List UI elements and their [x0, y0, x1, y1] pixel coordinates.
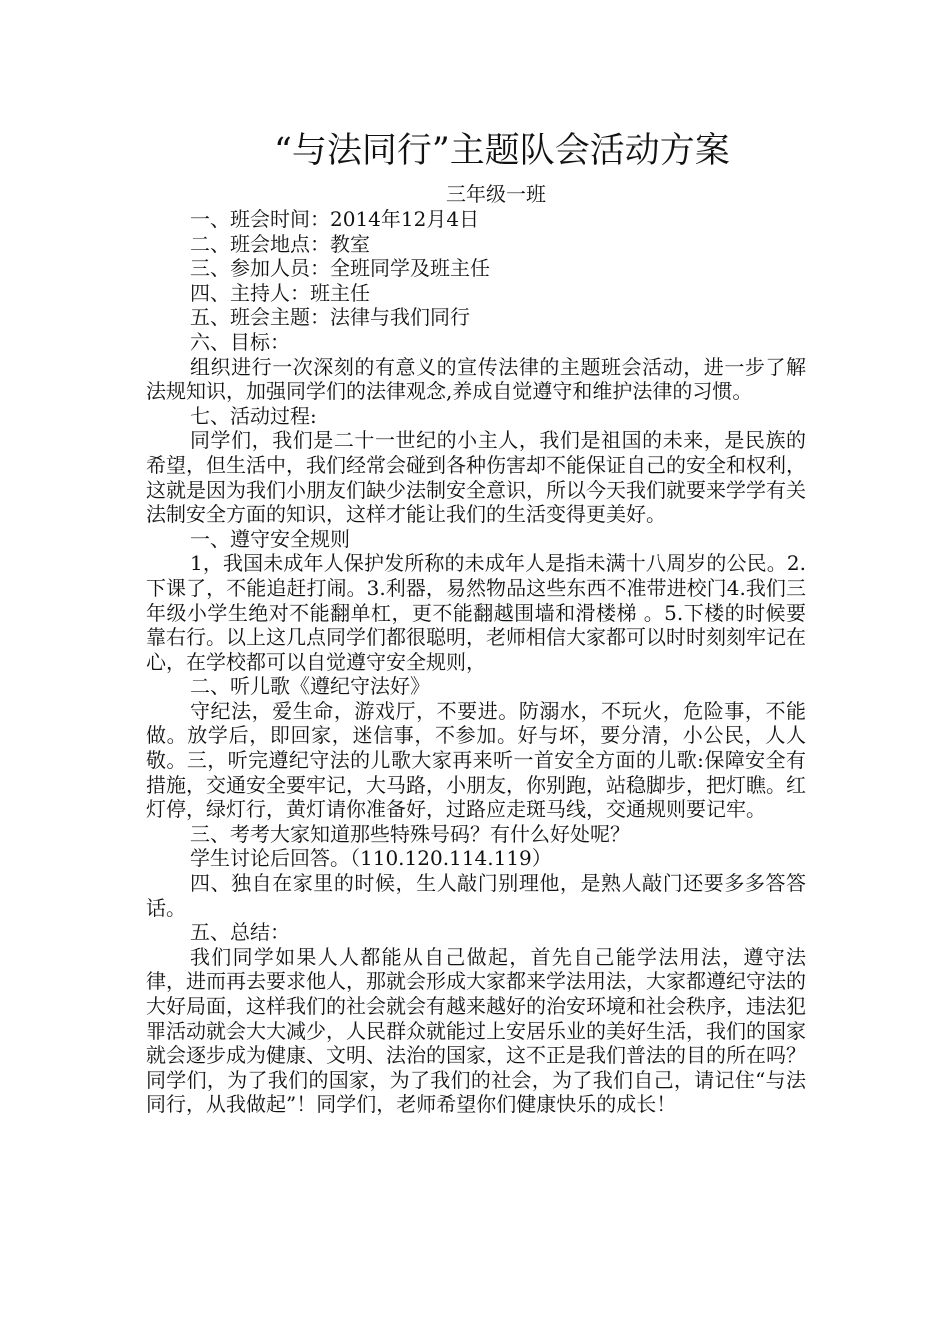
- meeting-theme: 五、班会主题：法律与我们同行: [190, 305, 470, 330]
- meeting-location: 二、班会地点：教室: [190, 231, 370, 256]
- participants: 三、参加人员：全班同学及班主任: [190, 256, 490, 281]
- section3-answer: 学生讨论后回答。（110.120.114.119）: [190, 846, 552, 871]
- document-title: “与法同行”主题队会活动方案: [274, 131, 730, 171]
- process-heading: 七、活动过程:: [190, 403, 317, 428]
- section4-paragraph: 四、独自在家里的时候，生人敲门别理他，是熟人敲门还要多多答答话。: [146, 871, 806, 920]
- section1-heading: 一、遵守安全规则: [190, 526, 350, 551]
- section2-heading: 二、听儿歌《遵纪守法好》: [190, 674, 430, 699]
- summary-paragraph: 我们同学如果人人都能从自己做起，首先自己能学法用法，遵守法律，进而再去要求他人，那就会形成大家都来学法用法，大家都遵纪守法的大好局面，这样我们的社会就会有越来越好的治安环境和社会秩序，违法犯罪活动就会大大减少，人民群众就能过上安居乐业的美好生活，我们的国家就会逐步成为健康、文明、法治的国家，这不正是我们普法的目的所在吗？ 同学们，为了我们的国家，为了我们的社会，为了我们自己，请记住“与法同行，从我做起”！同学们，老师希望你们健康快乐的成长！: [146, 944, 846, 1117]
- document-body: [146, 128, 846, 1117]
- section3-heading: 三、考考大家知道那些特殊号码？有什么好处呢？: [190, 821, 630, 846]
- host: 四、主持人：班主任: [190, 280, 370, 305]
- goal-paragraph: 组织进行一次深刻的有意义的宣传法律的主题班会活动，进一步了解法规知识，加强同学们的法律观念,养成自觉遵守和维护法律的习惯。: [146, 354, 806, 404]
- document-subtitle: 三年级一班: [446, 182, 546, 206]
- intro-paragraph: 同学们，我们是二十一世纪的小主人，我们是祖国的未来，是民族的希望，但生活中，我们经常会碰到各种伤害却不能保证自己的安全和权利，这就是因为我们小朋友们缺少法制安全意识，所以今天我们就要来学学有关法制安全方面的知识，这样才能让我们的生活变得更美好。: [146, 428, 806, 527]
- goal-heading: 六、目标：: [190, 329, 290, 354]
- section1-paragraph: 1，我国未成年人保护发所称的未成年人是指未满十八周岁的公民。2.下课了，不能追赶打闹。3.利器，易然物品这些东西不准带进校门4.我们三年级小学生绝对不能翻单杠，更不能翻越围墙和滑楼梯 。5.下楼的时候要靠右行。以上这几点同学们都很聪明，老师相信大家都可以时时刻刻牢记在心，在学校都可以自觉遵守安全规则，: [146, 551, 806, 674]
- section2-paragraph: 守纪法，爱生命，游戏厅，不要进。防溺水，不玩火，危险事，不能做。放学后，即回家，迷信事，不参加。好与坏，要分清，小公民，人人敬。三，听完遵纪守法的儿歌大家再来听一首安全方面的儿歌:保障安全有措施，交通安全要牢记，大马路，小朋友，你别跑，站稳脚步，把灯瞧。红灯停，绿灯行，黄灯请你准备好，过路应走斑马线，交通规则要记牢。: [146, 698, 806, 822]
- meeting-time: 一、班会时间：2014年12月4日: [190, 207, 480, 231]
- section5-heading: 五、总结：: [190, 920, 290, 945]
